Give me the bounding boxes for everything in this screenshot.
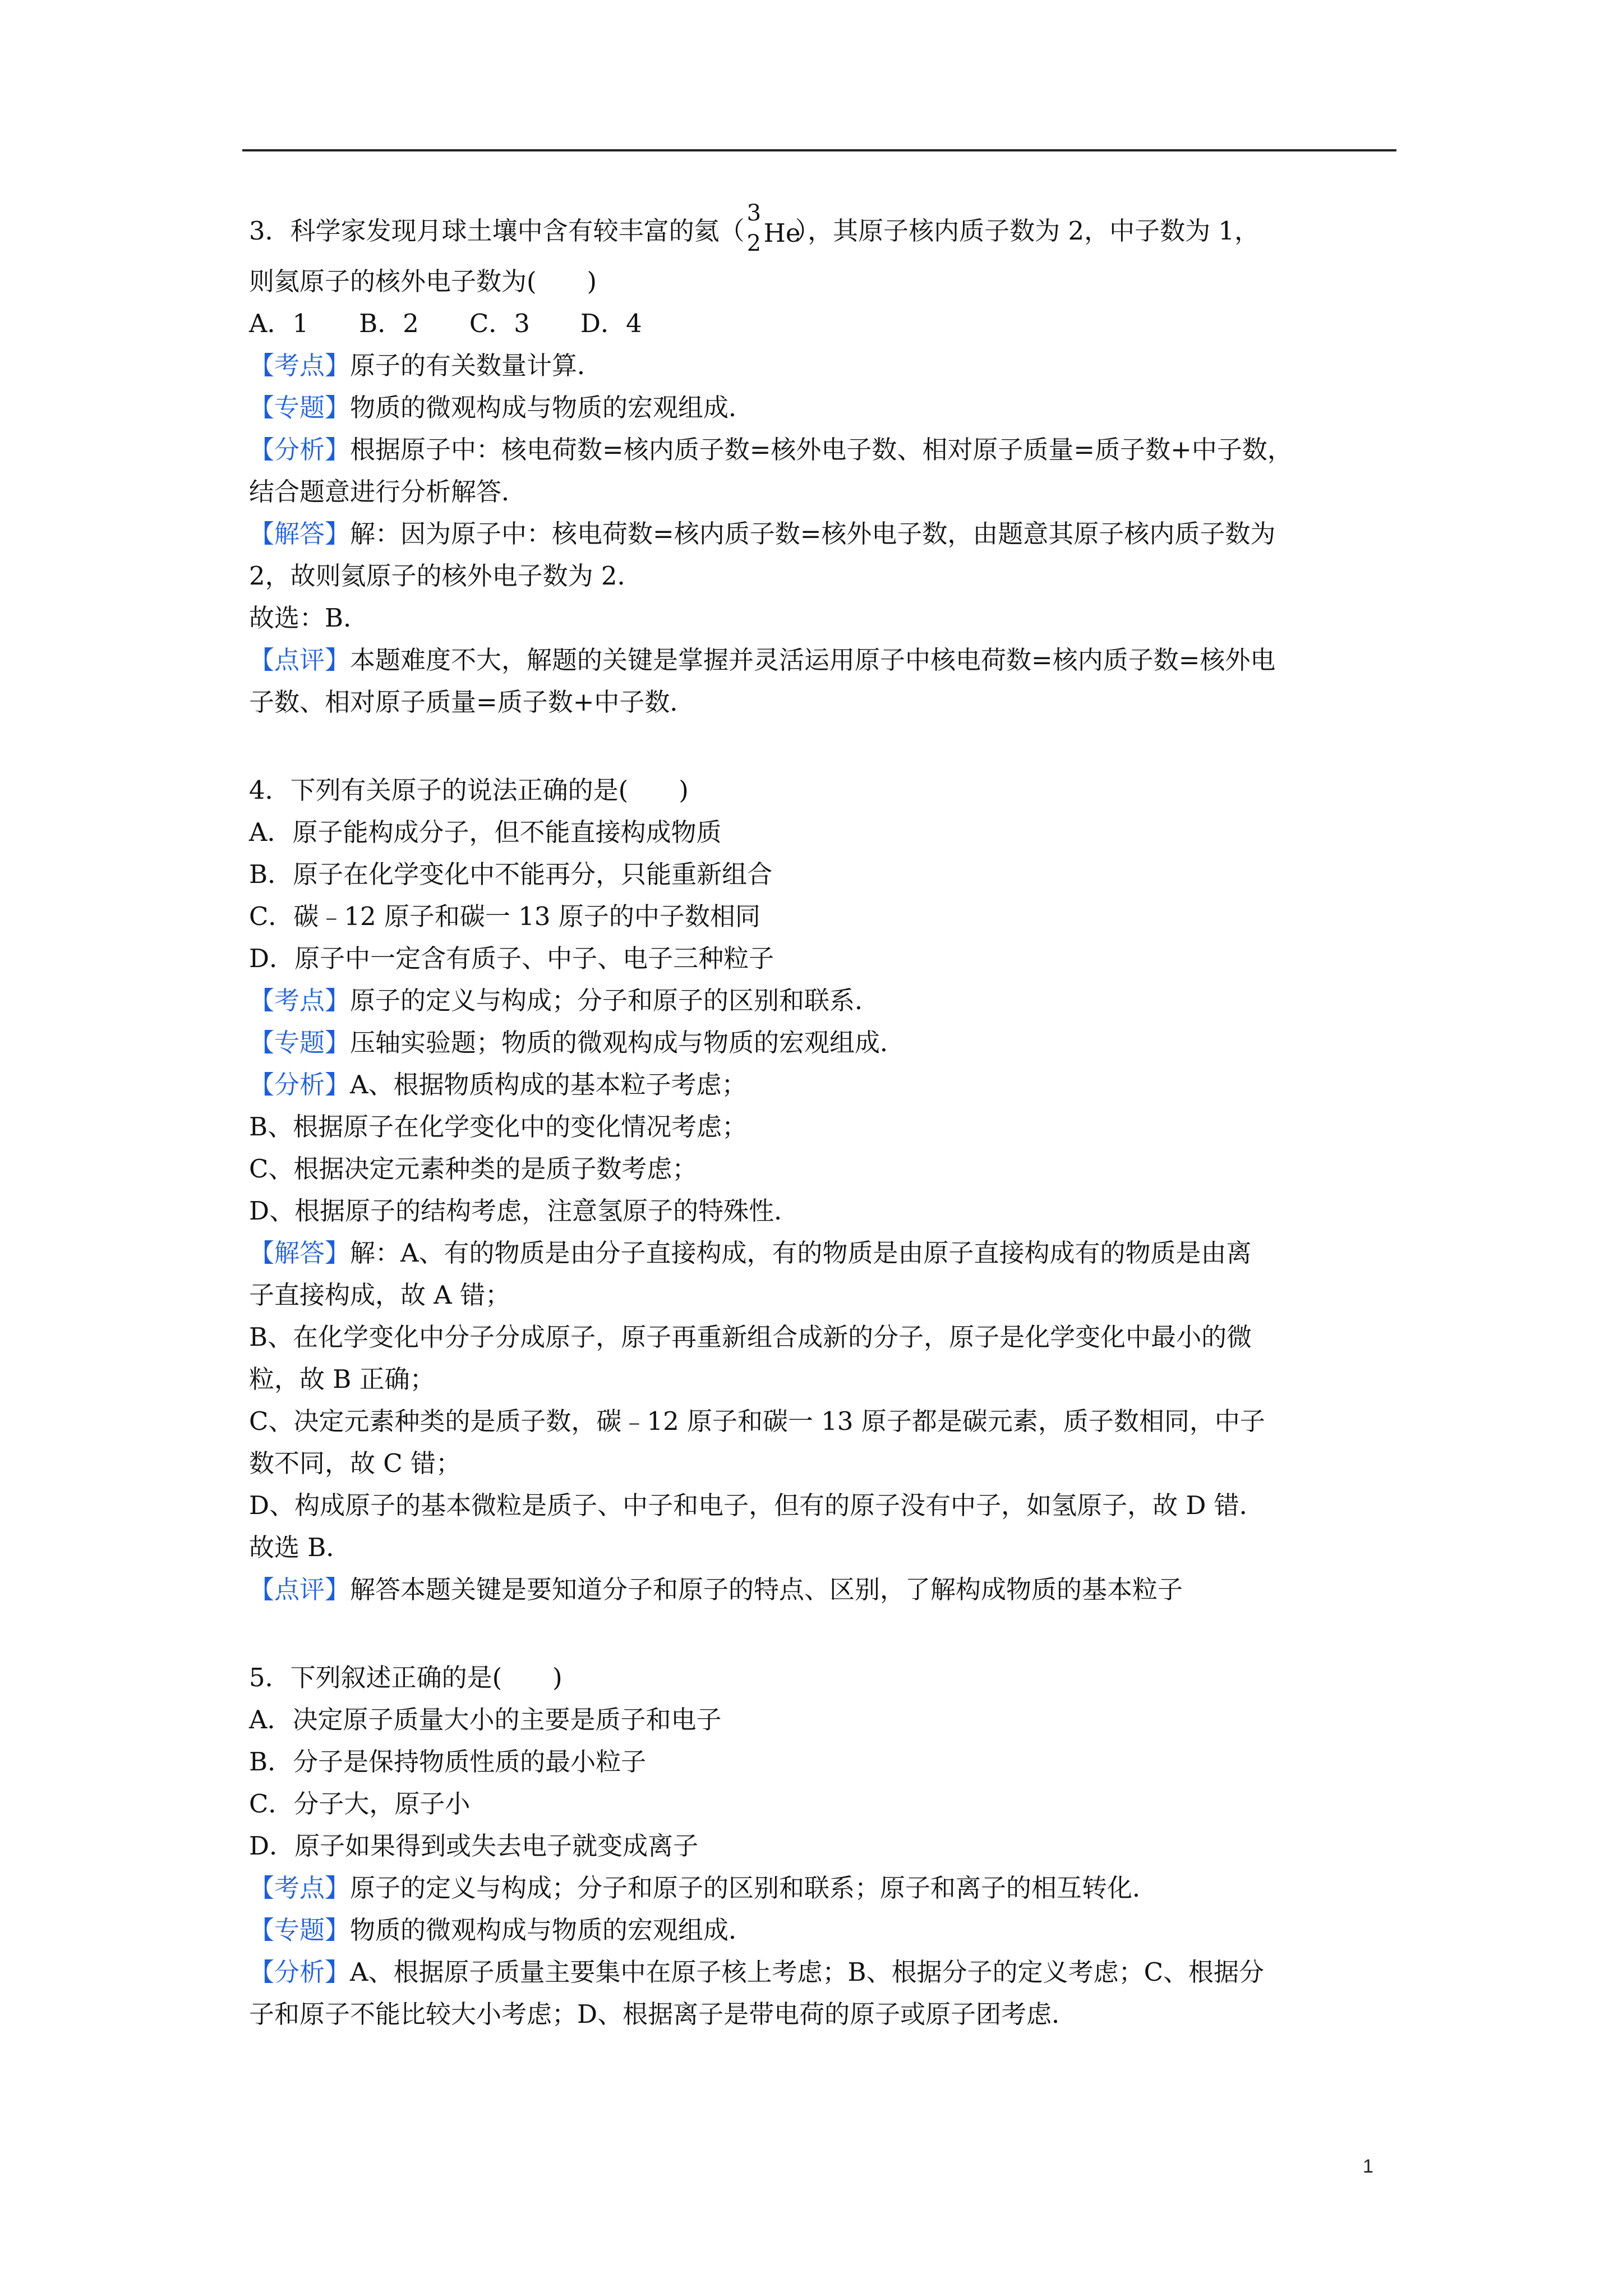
q3-fenxi (249, 429, 1399, 471)
kaodian-tag: 【考点】 (249, 351, 351, 380)
zhuanti-text: 物质的微观构成与物质的宏观组成． (350, 1915, 754, 1945)
q3-choice: 故选：B． (249, 603, 369, 633)
q5-option-c: C．分子大，原子小 (249, 1789, 471, 1819)
kaodian-text: 原子的定义与构成；分子和原子的区别和联系；原子和离子的相互转化． (350, 1873, 1158, 1903)
q4-jieda-5: C、决定元素种类的是质子数，碳﹣12 原子和碳一 13 原子都是碳元素，质子数相同，中子 (249, 1406, 1265, 1436)
q5-option-a: A．决定原子质量大小的主要是质子和电子 (249, 1705, 722, 1734)
q4-jieda-6: 数不同，故 C 错； (249, 1448, 462, 1478)
kaodian-tag: 【考点】 (249, 986, 351, 1015)
q5-zhuanti (249, 1909, 1399, 1951)
fenxi-text: 根据原子中：核电荷数=核内质子数=核外电子数、相对原子质量=质子数+中子数， (350, 435, 1293, 464)
kaodian-text: 原子的定义与构成；分子和原子的区别和联系． (350, 986, 880, 1015)
q4-stem: 4．下列有关原子的说法正确的是( ) (249, 775, 689, 805)
jieda-tag: 【解答】 (249, 519, 351, 549)
section-gap (249, 1611, 1399, 1657)
dianping-tag: 【点评】 (249, 645, 351, 675)
zhuanti-text: 压轴实验题；物质的微观构成与物质的宏观组成． (350, 1028, 906, 1057)
q3-jieda (249, 513, 1399, 555)
q3-dianping (249, 639, 1399, 681)
q4-fenxi-c: C、根据决定元素种类的是质子数考虑； (249, 1154, 698, 1184)
q4-jieda-7: D、构成原子的基本微粒是质子、中子和电子，但有的原子没有中子，如氢原子，故 D 错． (249, 1490, 1265, 1520)
q3-fenxi-cont: 结合题意进行分析解答． (249, 477, 527, 507)
fenxi-tag: 【分析】 (249, 1070, 351, 1099)
page-number: 1 (1363, 2156, 1373, 2177)
isotope-atomic-number: 2 (746, 230, 762, 256)
q4-zhuanti (249, 1022, 1399, 1064)
q4-jieda (249, 1232, 1399, 1274)
q4-jieda-3: B、在化学变化中分子分成原子，原子再重新组合成新的分子，原子是化学变化中最小的微 (249, 1322, 1252, 1352)
q3-options: A．1 B．2 C．3 D．4 (249, 309, 642, 338)
q4-jieda-4: 粒，故 B 正确； (249, 1364, 435, 1394)
isotope-symbol: He (763, 218, 801, 248)
q4-option-b: B．原子在化学变化中不能再分，只能重新组合 (249, 859, 773, 889)
q5-kaodian (249, 1867, 1399, 1909)
document-body (249, 202, 1399, 2035)
q3-stem-b: ），其原子核内质子数为 2，中子数为 1， (795, 216, 1260, 246)
q3-stem-line2: 则氦原子的核外电子数为( ) (249, 266, 597, 296)
section-gap (249, 723, 1399, 769)
fenxi-text: A、根据物质构成的基本粒子考虑； (350, 1070, 747, 1099)
kaodian-text: 原子的有关数量计算． (350, 351, 603, 380)
q5-stem: 5．下列叙述正确的是( ) (249, 1663, 562, 1692)
q5-option-b: B．分子是保持物质性质的最小粒子 (249, 1747, 647, 1777)
q4-dianping (249, 1568, 1399, 1611)
q3-kaodian (249, 344, 1399, 386)
zhuanti-tag: 【专题】 (249, 1915, 351, 1945)
zhuanti-text: 物质的微观构成与物质的宏观组成． (350, 393, 754, 422)
dianping-tag: 【点评】 (249, 1575, 351, 1604)
q4-option-a: A．原子能构成分子，但不能直接构成物质 (249, 817, 722, 847)
q4-kaodian (249, 979, 1399, 1022)
dianping-text: 解答本题关键是要知道分子和原子的特点、区别，了解构成物质的基本粒子 (350, 1575, 1183, 1604)
helium-isotope (746, 200, 801, 256)
fenxi-tag: 【分析】 (249, 435, 351, 464)
jieda-text: 解：因为原子中：核电荷数=核内质子数=核外电子数，由题意其原子核内质子数为 (350, 519, 1276, 549)
q5-fenxi-cont: 子和原子不能比较大小考虑；D、根据离子是带电荷的原子或原子团考虑． (249, 1999, 1077, 2029)
kaodian-tag: 【考点】 (249, 1873, 351, 1903)
fenxi-text: A、根据原子质量主要集中在原子核上考虑；B、根据分子的定义考虑；C、根据分 (350, 1957, 1265, 1987)
q4-fenxi-b: B、根据原子在化学变化中的变化情况考虑； (249, 1112, 748, 1142)
q5-option-d: D．原子如果得到或失去电子就变成离子 (249, 1831, 699, 1861)
q3-dianping-cont: 子数、相对原子质量=质子数+中子数． (249, 687, 695, 717)
q4-choice: 故选 B． (249, 1533, 352, 1562)
dianping-text: 本题难度不大，解题的关键是掌握并灵活运用原子中核电荷数=核内质子数=核外电 (350, 645, 1276, 675)
zhuanti-tag: 【专题】 (249, 1028, 351, 1057)
q3-zhuanti (249, 386, 1399, 429)
fenxi-tag: 【分析】 (249, 1957, 351, 1987)
q3-stem-a: 3．科学家发现月球土壤中含有较丰富的氦（ (249, 216, 745, 246)
jieda-text: 解：A、有的物质是由分子直接构成，有的物质是由原子直接构成有的物质是由离 (350, 1238, 1252, 1268)
isotope-mass-number: 3 (746, 200, 762, 226)
q3-jieda-cont: 2，故则氦原子的核外电子数为 2． (249, 561, 643, 591)
q4-jieda-2: 子直接构成，故 A 错； (249, 1280, 511, 1310)
q3-stem-line1 (249, 202, 1399, 260)
q4-fenxi-d: D、根据原子的结构考虑，注意氢原子的特殊性． (249, 1196, 800, 1226)
q4-fenxi (249, 1064, 1399, 1106)
q5-fenxi (249, 1951, 1399, 1993)
zhuanti-tag: 【专题】 (249, 393, 351, 422)
q4-option-c: C．碳﹣12 原子和碳一 13 原子的中子数相同 (249, 901, 760, 931)
header-rule (242, 149, 1396, 151)
jieda-tag: 【解答】 (249, 1238, 351, 1268)
q4-option-d: D．原子中一定含有质子、中子、电子三种粒子 (249, 944, 774, 973)
